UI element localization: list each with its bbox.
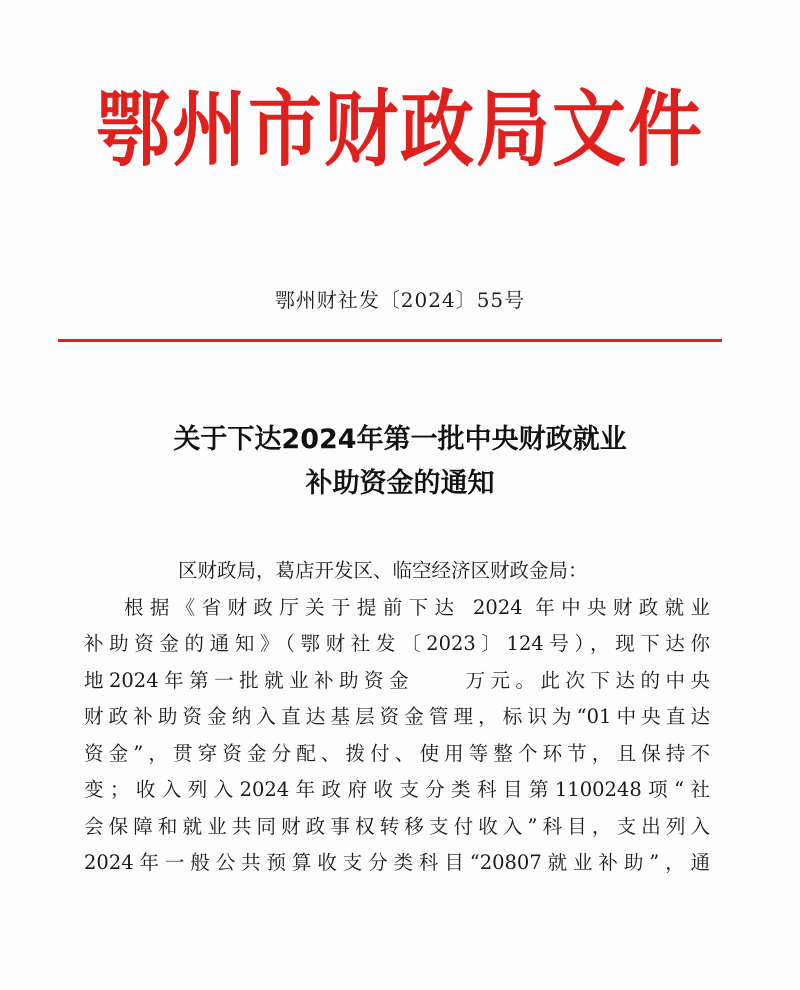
title-line-1: 关于下达2024年第一批中央财政就业 [173, 424, 627, 455]
masthead-title: 鄂州市财政局文件 [96, 81, 704, 179]
body-line: 补助资金的通知》（鄂财社发〔2023〕124号），现下达你 [84, 632, 710, 655]
body-line: 资金”，贯穿资金分配、拨付、使用等整个环节，且保持不 [84, 741, 710, 765]
notice-title [60, 418, 740, 506]
body-line: 会保障和就业共同财政事权转移支付收入”科目，支出列入 [84, 814, 710, 838]
body-line-part: 万元。此次下达的中央 [460, 668, 710, 692]
document-number: 鄂州财社发〔2024〕55号 [274, 288, 526, 312]
red-divider [58, 339, 722, 342]
body-line: 变；收入列入2024年政府收支分类科目第1100248项“社 [84, 778, 710, 801]
body-line: 财政补助资金纳入直达基层资金管理，标识为“01中央直达 [84, 705, 710, 728]
addressee-line: 区财政局，葛店开发区、临空经济区财政金局： [178, 559, 588, 582]
notice-body [84, 553, 710, 882]
body-line: 根据《省财政厅关于提前下达 2024 年中央财政就业 [124, 595, 710, 619]
body-line-with-blank [84, 663, 710, 700]
title-line-2: 补助资金的通知 [305, 468, 495, 499]
body-line: 2024年一般公共预算收支分类科目“20807就业补助”，通 [84, 851, 710, 874]
body-line-part: 地2024年第一批就业补助资金 [84, 668, 415, 692]
